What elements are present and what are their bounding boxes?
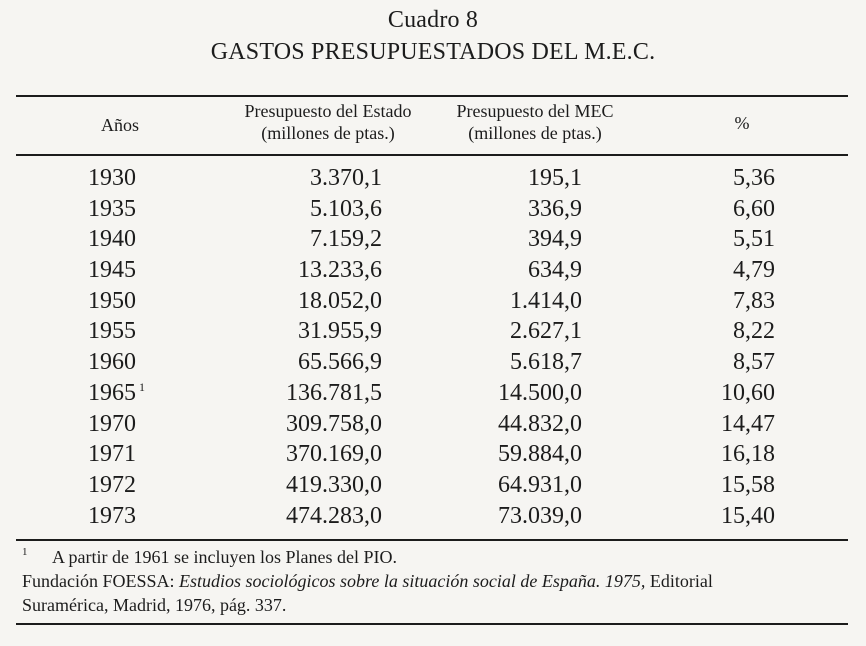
year-value: 1971 xyxy=(88,441,136,468)
cell-state-budget: 65.566,9 xyxy=(298,349,382,376)
cell-state-budget: 31.955,9 xyxy=(298,318,382,345)
column-header-percent: % xyxy=(734,113,750,133)
cell-year xyxy=(88,255,168,285)
cell-mec-budget: 336,9 xyxy=(528,195,582,222)
cell-state-budget: 18.052,0 xyxy=(298,287,382,314)
cell-percent: 15,58 xyxy=(721,471,775,498)
table-body xyxy=(0,163,866,531)
cell-percent: 5,36 xyxy=(733,165,775,191)
cell-year xyxy=(88,470,168,500)
source-line-2: Suramérica, Madrid, 1976, pág. 337. xyxy=(22,595,287,615)
cell-state-budget: 370.169,0 xyxy=(286,441,382,468)
cell-year xyxy=(88,194,168,224)
cell-year xyxy=(88,163,168,193)
cell-percent: 7,83 xyxy=(733,287,775,314)
table-row xyxy=(0,470,866,501)
column-header-mec-budget-line1: Presupuesto del MEC xyxy=(456,101,614,121)
year-value: 1970 xyxy=(88,410,136,437)
cell-mec-budget: 59.884,0 xyxy=(498,441,582,468)
footnote-text: A partir de 1961 se incluyen los Planes del PIO. xyxy=(52,547,397,567)
cell-state-budget: 7.159,2 xyxy=(310,226,382,253)
cell-percent: 15,40 xyxy=(721,502,775,529)
cell-year xyxy=(88,501,168,531)
cell-state-budget: 136.781,5 xyxy=(286,379,382,406)
top-rule xyxy=(16,95,848,97)
table-bottom-rule xyxy=(16,539,848,541)
cell-percent: 6,60 xyxy=(733,195,775,222)
cell-mec-budget: 5.618,7 xyxy=(510,349,582,376)
cell-percent: 8,57 xyxy=(733,349,775,376)
year-value: 1950 xyxy=(88,287,136,314)
year-value: 1965 xyxy=(88,379,136,406)
cell-mec-budget: 195,1 xyxy=(528,165,582,191)
cell-year xyxy=(88,378,168,408)
cell-mec-budget: 1.414,0 xyxy=(510,287,582,314)
table-row xyxy=(0,163,866,194)
cell-state-budget: 419.330,0 xyxy=(286,471,382,498)
cell-year xyxy=(88,347,168,377)
footnote-reference: 1 xyxy=(139,379,145,394)
cell-year xyxy=(88,286,168,316)
cell-percent: 4,79 xyxy=(733,257,775,284)
source-publisher: Editorial xyxy=(645,571,713,591)
table-title: GASTOS PRESUPUESTADOS DEL M.E.C. xyxy=(210,39,656,65)
year-value: 1935 xyxy=(88,195,136,222)
table-row xyxy=(0,409,866,440)
table-row xyxy=(0,194,866,225)
table-row xyxy=(0,378,866,409)
column-header-years: Años xyxy=(100,115,139,135)
cell-year xyxy=(88,316,168,346)
table-row xyxy=(0,255,866,286)
cell-mec-budget: 73.039,0 xyxy=(498,502,582,529)
year-value: 1973 xyxy=(88,502,136,529)
table-row xyxy=(0,439,866,470)
year-value: 1972 xyxy=(88,471,136,498)
table-row xyxy=(0,501,866,532)
cell-mec-budget: 634,9 xyxy=(528,257,582,284)
table-row xyxy=(0,347,866,378)
footnote-mark: 1 xyxy=(22,546,28,558)
year-value: 1960 xyxy=(88,349,136,376)
cell-state-budget: 474.283,0 xyxy=(286,502,382,529)
cell-mec-budget: 14.500,0 xyxy=(498,379,582,406)
table-number: Cuadro 8 xyxy=(387,7,479,33)
cell-year xyxy=(88,224,168,254)
year-value: 1930 xyxy=(88,165,136,191)
cell-percent: 14,47 xyxy=(721,410,775,437)
year-value: 1945 xyxy=(88,257,136,284)
cell-percent: 16,18 xyxy=(721,441,775,468)
column-header-mec-budget-line2: (millones de ptas.) xyxy=(468,123,602,143)
cell-state-budget: 13.233,6 xyxy=(298,257,382,284)
cell-state-budget: 3.370,1 xyxy=(310,165,382,191)
cell-state-budget: 309.758,0 xyxy=(286,410,382,437)
source-title: Estudios sociológicos sobre la situación social de España. 1975, xyxy=(179,571,646,591)
footnote xyxy=(22,545,852,569)
cell-year xyxy=(88,439,168,469)
column-header-state-budget-line2: (millones de ptas.) xyxy=(261,123,395,143)
column-header-mec-budget xyxy=(440,100,630,144)
year-value: 1955 xyxy=(88,318,136,345)
cell-year xyxy=(88,409,168,439)
cell-mec-budget: 64.931,0 xyxy=(498,471,582,498)
cell-mec-budget: 44.832,0 xyxy=(498,410,582,437)
table-row xyxy=(0,286,866,317)
cell-mec-budget: 394,9 xyxy=(528,226,582,253)
header-rule xyxy=(16,154,848,156)
cell-percent: 5,51 xyxy=(733,226,775,253)
bottom-rule xyxy=(16,623,848,625)
column-header-state-budget-line1: Presupuesto del Estado xyxy=(244,101,412,121)
notes-section xyxy=(22,545,852,617)
cell-mec-budget: 2.627,1 xyxy=(510,318,582,345)
cell-percent: 8,22 xyxy=(733,318,775,345)
year-value: 1940 xyxy=(88,226,136,253)
table-row xyxy=(0,316,866,347)
source-organization: Fundación FOESSA: xyxy=(22,571,180,591)
cell-percent: 10,60 xyxy=(721,379,775,406)
cell-state-budget: 5.103,6 xyxy=(310,195,382,222)
table-row xyxy=(0,224,866,255)
source-line-1 xyxy=(22,569,852,593)
column-header-state-budget xyxy=(222,100,434,144)
